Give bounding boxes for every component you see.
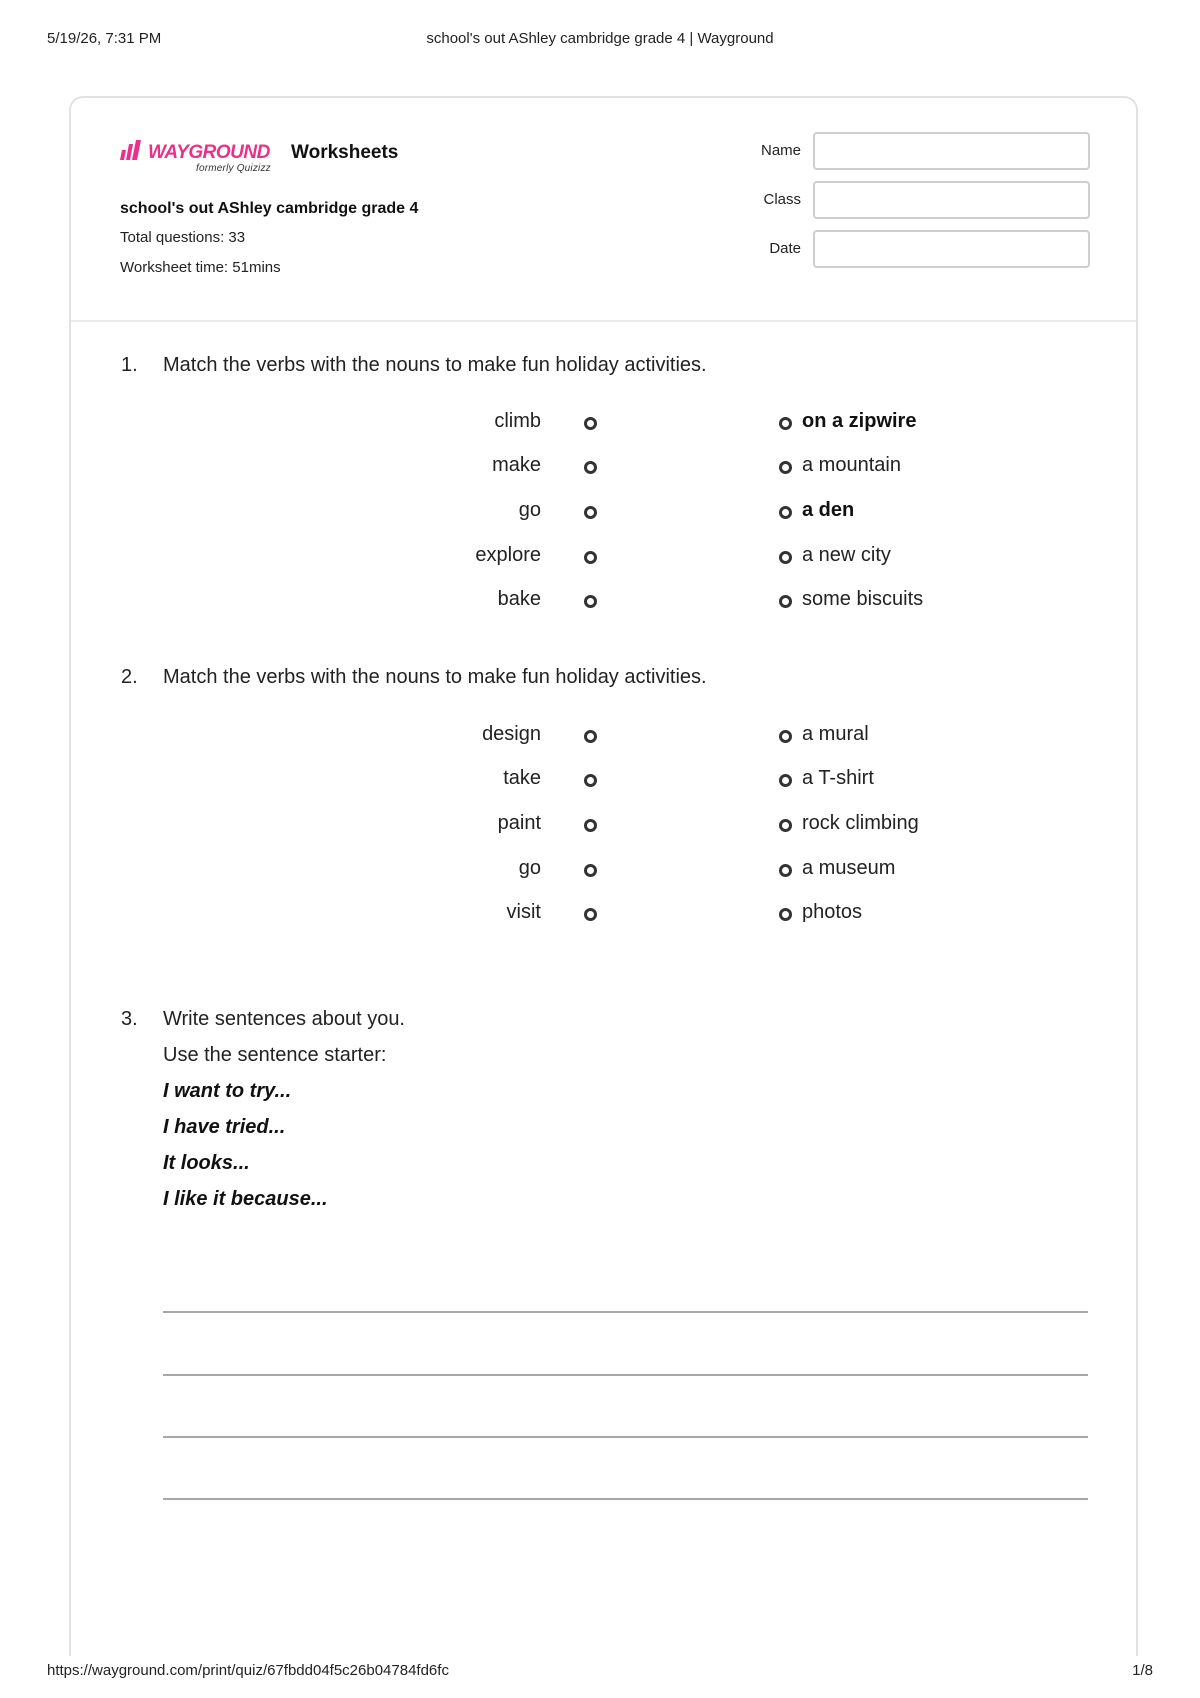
- worksheet-time: Worksheet time: 51mins: [120, 259, 281, 276]
- answer-line[interactable]: [163, 1374, 1088, 1376]
- match-row: [121, 454, 1121, 484]
- sentence-starter: It looks...: [163, 1152, 250, 1174]
- match-row: [121, 901, 1121, 931]
- class-label: Class: [763, 191, 801, 208]
- match-left-dot[interactable]: [584, 774, 597, 787]
- match-left-item: go: [518, 857, 541, 879]
- match-right-item: a den: [802, 499, 855, 521]
- match-right-item: a new city: [802, 544, 891, 566]
- worksheets-label: Worksheets: [291, 142, 399, 163]
- date-field[interactable]: [813, 230, 1090, 268]
- match-right-dot[interactable]: [779, 461, 792, 474]
- match-left-item: climb: [494, 410, 541, 432]
- answer-line[interactable]: [163, 1498, 1088, 1500]
- match-row: [121, 857, 1121, 887]
- logo-subtitle: formerly Quizizz: [196, 163, 271, 174]
- print-datetime: 5/19/26, 7:31 PM: [47, 30, 162, 47]
- match-left-item: go: [518, 499, 541, 521]
- sentence-starter: I want to try...: [163, 1080, 292, 1102]
- match-left-item: take: [503, 767, 541, 789]
- name-field[interactable]: [813, 132, 1090, 170]
- print-header: [47, 30, 1153, 50]
- match-right-dot[interactable]: [779, 864, 792, 877]
- match-left-item: explore: [475, 544, 541, 566]
- match-left-item: make: [492, 454, 541, 476]
- match-left-dot[interactable]: [584, 908, 597, 921]
- match-left-item: visit: [506, 901, 541, 923]
- date-label: Date: [769, 240, 801, 257]
- question-text: Match the verbs with the nouns to make fun holiday activities.: [163, 354, 707, 376]
- match-row: [121, 544, 1121, 574]
- match-right-item: a museum: [802, 857, 896, 879]
- match-row: [121, 499, 1121, 529]
- match-row: [121, 588, 1121, 618]
- sentence-starter: I like it because...: [163, 1188, 328, 1210]
- total-questions: Total questions: 33: [120, 229, 246, 246]
- match-row: [121, 767, 1121, 797]
- question-number: 3.: [121, 1008, 138, 1030]
- logo-wordmark: WAYGROUND: [148, 142, 270, 163]
- match-right-item: photos: [802, 901, 863, 923]
- class-field[interactable]: [813, 181, 1090, 219]
- match-left-dot[interactable]: [584, 417, 597, 430]
- wayground-logo-mark: [120, 138, 280, 164]
- match-left-dot[interactable]: [584, 864, 597, 877]
- match-right-dot[interactable]: [779, 819, 792, 832]
- match-right-dot[interactable]: [779, 774, 792, 787]
- match-right-item: on a zipwire: [802, 410, 917, 432]
- worksheet-card: [69, 96, 1138, 1656]
- match-row: [121, 410, 1121, 440]
- match-right-dot[interactable]: [779, 908, 792, 921]
- match-right-dot[interactable]: [779, 595, 792, 608]
- worksheet-header: [71, 98, 1136, 322]
- match-left-item: design: [482, 723, 541, 745]
- match-left-dot[interactable]: [584, 819, 597, 832]
- worksheet-title: school's out AShley cambridge grade 4: [120, 200, 419, 217]
- sentence-starter: I have tried...: [163, 1116, 286, 1138]
- match-left-dot[interactable]: [584, 461, 597, 474]
- match-right-item: a T-shirt: [802, 767, 874, 789]
- question-number: 1.: [121, 354, 138, 376]
- match-left-dot[interactable]: [584, 506, 597, 519]
- match-left-dot[interactable]: [584, 730, 597, 743]
- question-text: Write sentences about you.: [163, 1008, 405, 1030]
- answer-line[interactable]: [163, 1436, 1088, 1438]
- print-footer: [47, 1662, 1153, 1682]
- match-row: [121, 812, 1121, 842]
- match-right-dot[interactable]: [779, 417, 792, 430]
- wayground-logo: [120, 138, 282, 178]
- match-left-item: bake: [497, 588, 541, 610]
- match-left-dot[interactable]: [584, 595, 597, 608]
- page-number: 1/8: [1132, 1662, 1153, 1679]
- match-right-item: rock climbing: [802, 812, 919, 834]
- question-number: 2.: [121, 666, 138, 688]
- print-url: https://wayground.com/print/quiz/67fbdd04f5c26b04784fd6fc: [47, 1662, 449, 1679]
- question-text: Match the verbs with the nouns to make fun holiday activities.: [163, 666, 707, 688]
- match-right-dot[interactable]: [779, 730, 792, 743]
- match-left-dot[interactable]: [584, 551, 597, 564]
- print-page-title: school's out AShley cambridge grade 4 | Wayground: [426, 30, 774, 47]
- match-right-item: a mural: [802, 723, 869, 745]
- match-right-dot[interactable]: [779, 551, 792, 564]
- name-label: Name: [760, 142, 801, 159]
- answer-line[interactable]: [163, 1311, 1088, 1313]
- match-row: [121, 723, 1121, 753]
- match-right-item: some biscuits: [802, 588, 924, 610]
- match-right-dot[interactable]: [779, 506, 792, 519]
- match-left-item: paint: [497, 812, 541, 834]
- match-right-item: a mountain: [802, 454, 901, 476]
- question-instruction: Use the sentence starter:: [163, 1044, 387, 1066]
